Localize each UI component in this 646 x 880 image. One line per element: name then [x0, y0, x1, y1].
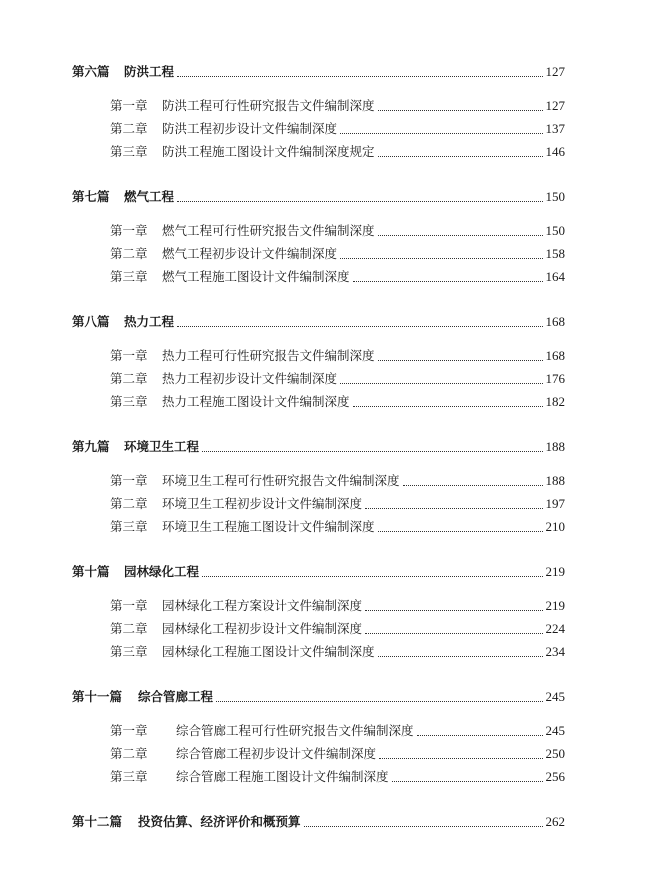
page-number: 250 — [545, 746, 565, 761]
chapter-number: 第一章 — [110, 723, 148, 738]
page-number: 168 — [545, 348, 565, 363]
chapter-number: 第三章 — [110, 769, 148, 784]
toc-chapter-entry[interactable] — [72, 119, 565, 142]
page-number: 262 — [545, 814, 565, 829]
chapter-number: 第三章 — [110, 394, 148, 409]
dot-leader — [403, 485, 543, 486]
dot-leader — [202, 451, 542, 452]
toc-part — [72, 187, 565, 290]
page-number: 197 — [545, 496, 565, 511]
chapter-number: 第一章 — [110, 348, 148, 363]
part-title: 热力工程 — [124, 314, 175, 329]
part-title: 投资估算、经济评价和概预算 — [138, 814, 301, 829]
page-number: 256 — [545, 769, 565, 784]
chapter-number: 第三章 — [110, 144, 148, 159]
chapter-title: 环境卫生工程施工图设计文件编制深度 — [162, 519, 375, 534]
chapter-title: 综合管廊工程初步设计文件编制深度 — [176, 746, 377, 761]
chapter-title: 园林绿化工程初步设计文件编制深度 — [162, 621, 363, 636]
chapter-number: 第二章 — [110, 496, 148, 511]
page-number: 219 — [545, 598, 565, 613]
page-number: 188 — [545, 473, 565, 488]
page-number: 182 — [545, 394, 565, 409]
toc-chapter-entry[interactable] — [72, 642, 565, 665]
toc-part-entry[interactable] — [72, 687, 565, 709]
dot-leader — [177, 326, 542, 327]
dot-leader — [177, 201, 542, 202]
toc-chapter-entry[interactable] — [72, 244, 565, 267]
page-number: 210 — [545, 519, 565, 534]
toc-part — [72, 687, 565, 790]
chapter-title: 防洪工程初步设计文件编制深度 — [162, 121, 338, 136]
dot-leader — [378, 360, 543, 361]
chapter-number: 第二章 — [110, 246, 148, 261]
dot-leader — [202, 576, 542, 577]
toc-part — [72, 62, 565, 165]
chapter-title: 综合管廊工程可行性研究报告文件编制深度 — [176, 723, 414, 738]
dot-leader — [177, 76, 542, 77]
chapter-title: 防洪工程可行性研究报告文件编制深度 — [162, 98, 375, 113]
page-number: 164 — [545, 269, 565, 284]
toc-part — [72, 562, 565, 665]
chapter-title: 园林绿化工程施工图设计文件编制深度 — [162, 644, 375, 659]
dot-leader — [304, 826, 543, 827]
dot-leader — [340, 258, 542, 259]
toc-chapter-entry[interactable] — [72, 346, 565, 369]
dot-leader — [392, 781, 543, 782]
dot-leader — [378, 156, 543, 157]
chapter-number: 第二章 — [110, 621, 148, 636]
part-number: 第十一篇 — [72, 689, 123, 704]
toc-part-entry[interactable] — [72, 187, 565, 209]
chapter-title: 燃气工程施工图设计文件编制深度 — [162, 269, 350, 284]
toc-chapter-entry[interactable] — [72, 744, 565, 767]
page-number: 127 — [545, 64, 565, 79]
dot-leader — [378, 110, 543, 111]
part-title: 综合管廊工程 — [138, 689, 214, 704]
toc-chapter-entry[interactable] — [72, 596, 565, 619]
toc-chapter-entry[interactable] — [72, 517, 565, 540]
page-number: 224 — [545, 621, 565, 636]
page-number: 245 — [545, 689, 565, 704]
chapter-title: 燃气工程可行性研究报告文件编制深度 — [162, 223, 375, 238]
page-number: 234 — [545, 644, 565, 659]
page-number: 146 — [545, 144, 565, 159]
chapter-title: 园林绿化工程方案设计文件编制深度 — [162, 598, 363, 613]
toc-part-entry[interactable] — [72, 62, 565, 84]
dot-leader — [353, 281, 543, 282]
chapter-number: 第三章 — [110, 519, 148, 534]
toc-chapter-entry[interactable] — [72, 267, 565, 290]
toc-chapter-entry[interactable] — [72, 767, 565, 790]
toc-part-entry[interactable] — [72, 437, 565, 459]
part-number: 第八篇 — [72, 314, 110, 329]
toc-chapter-entry[interactable] — [72, 96, 565, 119]
toc-part-entry[interactable] — [72, 812, 565, 834]
toc-part-entry[interactable] — [72, 312, 565, 334]
dot-leader — [417, 735, 543, 736]
page-number: 176 — [545, 371, 565, 386]
toc-chapter-entry[interactable] — [72, 369, 565, 392]
toc-part — [72, 312, 565, 415]
part-title: 环境卫生工程 — [124, 439, 200, 454]
part-number: 第七篇 — [72, 189, 110, 204]
chapter-title: 防洪工程施工图设计文件编制深度规定 — [162, 144, 375, 159]
toc-chapter-entry[interactable] — [72, 494, 565, 517]
toc-chapter-entry[interactable] — [72, 142, 565, 165]
chapter-number: 第二章 — [110, 746, 148, 761]
page-number: 158 — [545, 246, 565, 261]
part-number: 第十篇 — [72, 564, 110, 579]
dot-leader — [216, 701, 542, 702]
page-number: 188 — [545, 439, 565, 454]
chapter-number: 第二章 — [110, 371, 148, 386]
dot-leader — [365, 633, 542, 634]
dot-leader — [340, 383, 542, 384]
dot-leader — [378, 656, 543, 657]
page-number: 168 — [545, 314, 565, 329]
page-number: 150 — [545, 223, 565, 238]
part-number: 第十二篇 — [72, 814, 123, 829]
dot-leader — [365, 508, 542, 509]
page-number: 219 — [545, 564, 565, 579]
part-number: 第九篇 — [72, 439, 110, 454]
page-number: 127 — [545, 98, 565, 113]
chapter-number: 第一章 — [110, 98, 148, 113]
page-number: 137 — [545, 121, 565, 136]
chapter-title: 环境卫生工程初步设计文件编制深度 — [162, 496, 363, 511]
chapter-title: 燃气工程初步设计文件编制深度 — [162, 246, 338, 261]
dot-leader — [353, 406, 543, 407]
chapter-title: 综合管廊工程施工图设计文件编制深度 — [176, 769, 389, 784]
page-number: 150 — [545, 189, 565, 204]
chapter-number: 第二章 — [110, 121, 148, 136]
chapter-title: 热力工程施工图设计文件编制深度 — [162, 394, 350, 409]
chapter-title: 热力工程可行性研究报告文件编制深度 — [162, 348, 375, 363]
dot-leader — [378, 235, 543, 236]
table-of-contents — [72, 62, 565, 856]
toc-part-entry[interactable] — [72, 562, 565, 584]
toc-chapter-entry[interactable] — [72, 471, 565, 494]
chapter-number: 第一章 — [110, 473, 148, 488]
part-title: 园林绿化工程 — [124, 564, 200, 579]
dot-leader — [378, 531, 543, 532]
part-number: 第六篇 — [72, 64, 110, 79]
chapter-number: 第一章 — [110, 223, 148, 238]
toc-chapter-entry[interactable] — [72, 721, 565, 744]
chapter-title: 热力工程初步设计文件编制深度 — [162, 371, 338, 386]
dot-leader — [365, 610, 542, 611]
dot-leader — [379, 758, 542, 759]
toc-part — [72, 812, 565, 834]
chapter-number: 第三章 — [110, 644, 148, 659]
part-title: 防洪工程 — [124, 64, 175, 79]
toc-chapter-entry[interactable] — [72, 392, 565, 415]
dot-leader — [340, 133, 542, 134]
toc-chapter-entry[interactable] — [72, 221, 565, 244]
page-number: 245 — [545, 723, 565, 738]
chapter-number: 第三章 — [110, 269, 148, 284]
toc-chapter-entry[interactable] — [72, 619, 565, 642]
chapter-title: 环境卫生工程可行性研究报告文件编制深度 — [162, 473, 400, 488]
chapter-number: 第一章 — [110, 598, 148, 613]
part-title: 燃气工程 — [124, 189, 175, 204]
toc-part — [72, 437, 565, 540]
